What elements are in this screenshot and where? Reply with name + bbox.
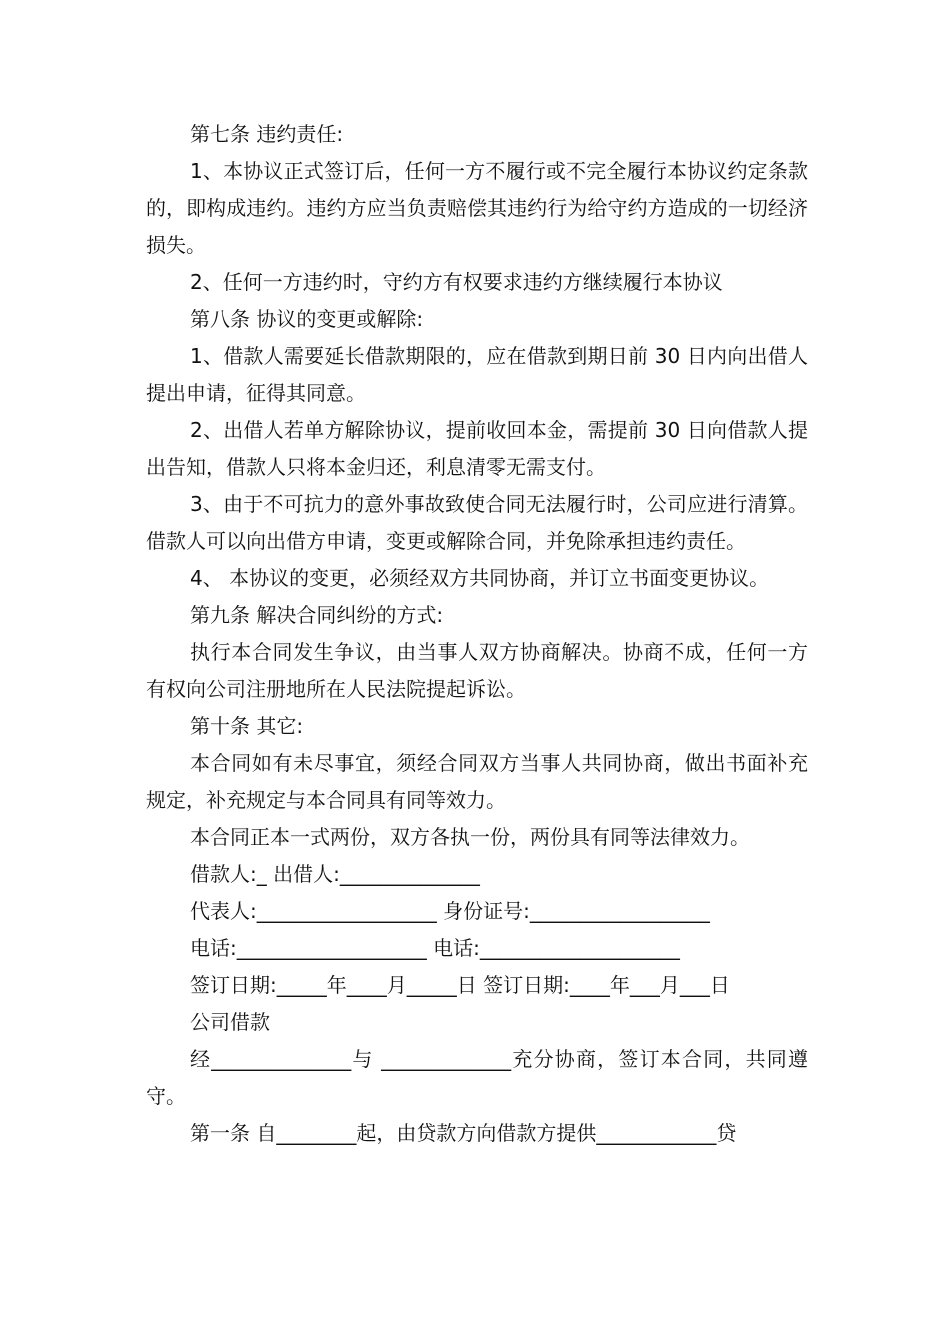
signature-date: 签订日期:_____年____月_____日 签订日期:____年___月___日 [190,973,730,997]
article-10-body: 本合同如有未尽事宜，须经合同双方当事人共同协商，做出书面补充规定，补充规定与本合同具有同等效力。 [146,751,808,812]
signature-representative-id: 代表人:__________________ 身份证号:__________________ [190,899,710,923]
article-7-clause-2: 2、任何一方违约时，守约方有权要求违约方继续履行本协议 [190,270,723,294]
article-8-clause-1: 1、借款人需要延长借款期限的，应在借款到期日前 30 日内向出借人提出申请，征得其同意。 [146,344,808,405]
article-7-clause-1: 1、本协议正式签订后，任何一方不履行或不完全履行本协议约定条款的，即构成违约。违约方应当负责赔偿其违约行为给守约方造成的一切经济损失。 [146,159,808,257]
article-8-clause-4: 4、 本协议的变更，必须经双方共同协商，并订立书面变更协议。 [190,566,770,590]
next-contract-title: 公司借款 [190,1010,270,1034]
article-9-heading: 第九条 解决合同纠纷的方式: [190,603,444,627]
signature-borrower-lender: 借款人:_ 出借人:______________ [190,862,480,886]
article-9-body: 执行本合同发生争议，由当事人双方协商解决。协商不成，任何一方有权向公司注册地所在人民法院提起诉讼。 [146,640,808,701]
article-8-heading: 第八条 协议的变更或解除: [190,307,424,331]
signature-phone: 电话:___________________ 电话:____________________ [190,936,680,960]
article-7-heading: 第七条 违约责任: [190,122,344,146]
article-10-heading: 第十条 其它: [190,714,304,738]
article-8-clause-2: 2、出借人若单方解除协议，提前收回本金，需提前 30 日向借款人提出告知，借款人只将本金归还，利息清零无需支付。 [146,418,808,479]
document-page [146,116,808,1152]
next-contract-preamble: 经______________与 _____________充分协商，签订本合同，共同遵守。 [146,1047,808,1108]
copies-statement: 本合同正本一式两份，双方各执一份，两份具有同等法律效力。 [190,825,750,849]
article-8-clause-3: 3、由于不可抗力的意外事故致使合同无法履行时，公司应进行清算。借款人可以向出借方申请，变更或解除合同，并免除承担违约责任。 [146,492,808,553]
next-contract-article-1: 第一条 自________起，由贷款方向借款方提供____________贷 [190,1121,737,1145]
